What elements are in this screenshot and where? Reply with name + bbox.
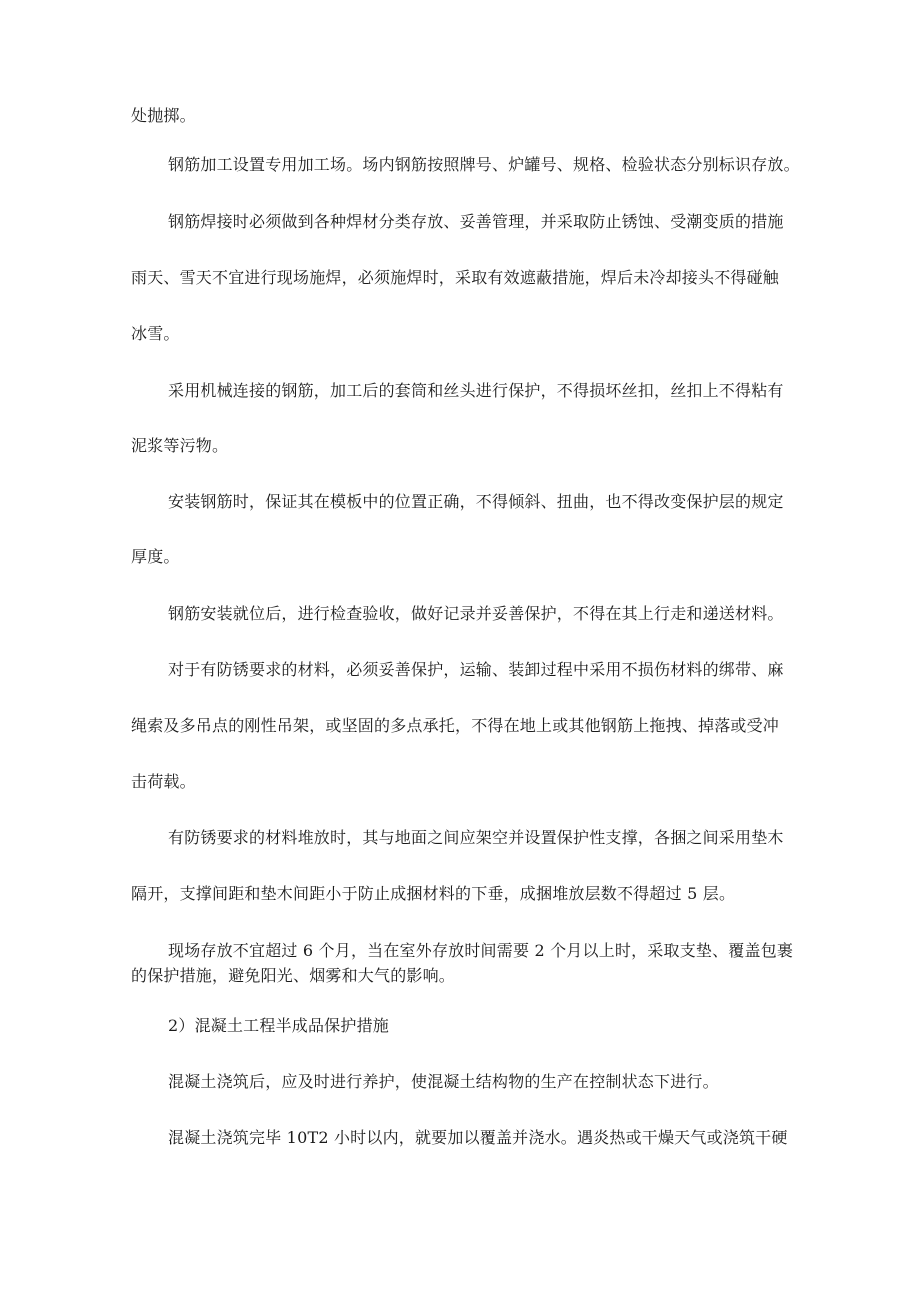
- text-line: 击荷载。: [131, 772, 196, 791]
- text-line: 冰雪。: [131, 324, 180, 343]
- section-heading: 2）混凝土工程半成品保护措施: [168, 1016, 389, 1035]
- text-line: 绳索及多吊点的刚性吊架，或坚固的多点承托，不得在地上或其他钢筋上拖拽、掉落或受冲: [131, 716, 780, 735]
- text-line: 有防锈要求的材料堆放时，其与地面之间应架空并设置保护性支撑，各捆之间采用垫木: [168, 828, 784, 847]
- text-line: 雨天、雪天不宜进行现场施焊，必须施焊时，采取有效遮蔽措施，焊后未冷却接头不得碰触: [131, 268, 780, 287]
- text-line: 钢筋焊接时必须做到各种焊材分类存放、妥善管理，并采取防止锈蚀、受潮变质的措施: [168, 212, 784, 231]
- text-line: 采用机械连接的钢筋，加工后的套筒和丝头进行保护，不得损坏丝扣，丝扣上不得粘有: [168, 381, 784, 400]
- text-line: 泥浆等污物。: [131, 436, 229, 455]
- text-line: 钢筋安装就位后，进行检查验收，做好记录并妥善保护，不得在其上行走和递送材料。: [168, 604, 784, 623]
- text-line: 厚度。: [131, 547, 180, 566]
- text-line: 处抛掷。: [131, 106, 196, 125]
- text-line: 混凝土浇筑完毕 10T2 小时以内，就要加以覆盖并浇水。遇炎热或干燥天气或浇筑干硬: [168, 1128, 788, 1147]
- text-line: 的保护措施，避免阳光、烟雾和大气的影响。: [131, 966, 456, 985]
- text-line: 混凝土浇筑后，应及时进行养护，使混凝土结构物的生产在控制状态下进行。: [168, 1072, 719, 1091]
- text-line: 对于有防锈要求的材料，必须妥善保护，运输、装卸过程中采用不损伤材料的绑带、麻: [168, 660, 784, 679]
- text-line: 现场存放不宜超过 6 个月，当在室外存放时间需要 2 个月以上时，采取支垫、覆盖包裹: [168, 941, 794, 960]
- text-line: 隔开，支撑间距和垫木间距小于防止成捆材料的下垂，成捆堆放层数不得超过 5 层。: [131, 884, 736, 903]
- text-line: 钢筋加工设置专用加工场。场内钢筋按照牌号、炉罐号、规格、检验状态分别标识存放。: [168, 155, 800, 174]
- text-line: 安装钢筋时，保证其在模板中的位置正确，不得倾斜、扭曲，也不得改变保护层的规定: [168, 492, 784, 511]
